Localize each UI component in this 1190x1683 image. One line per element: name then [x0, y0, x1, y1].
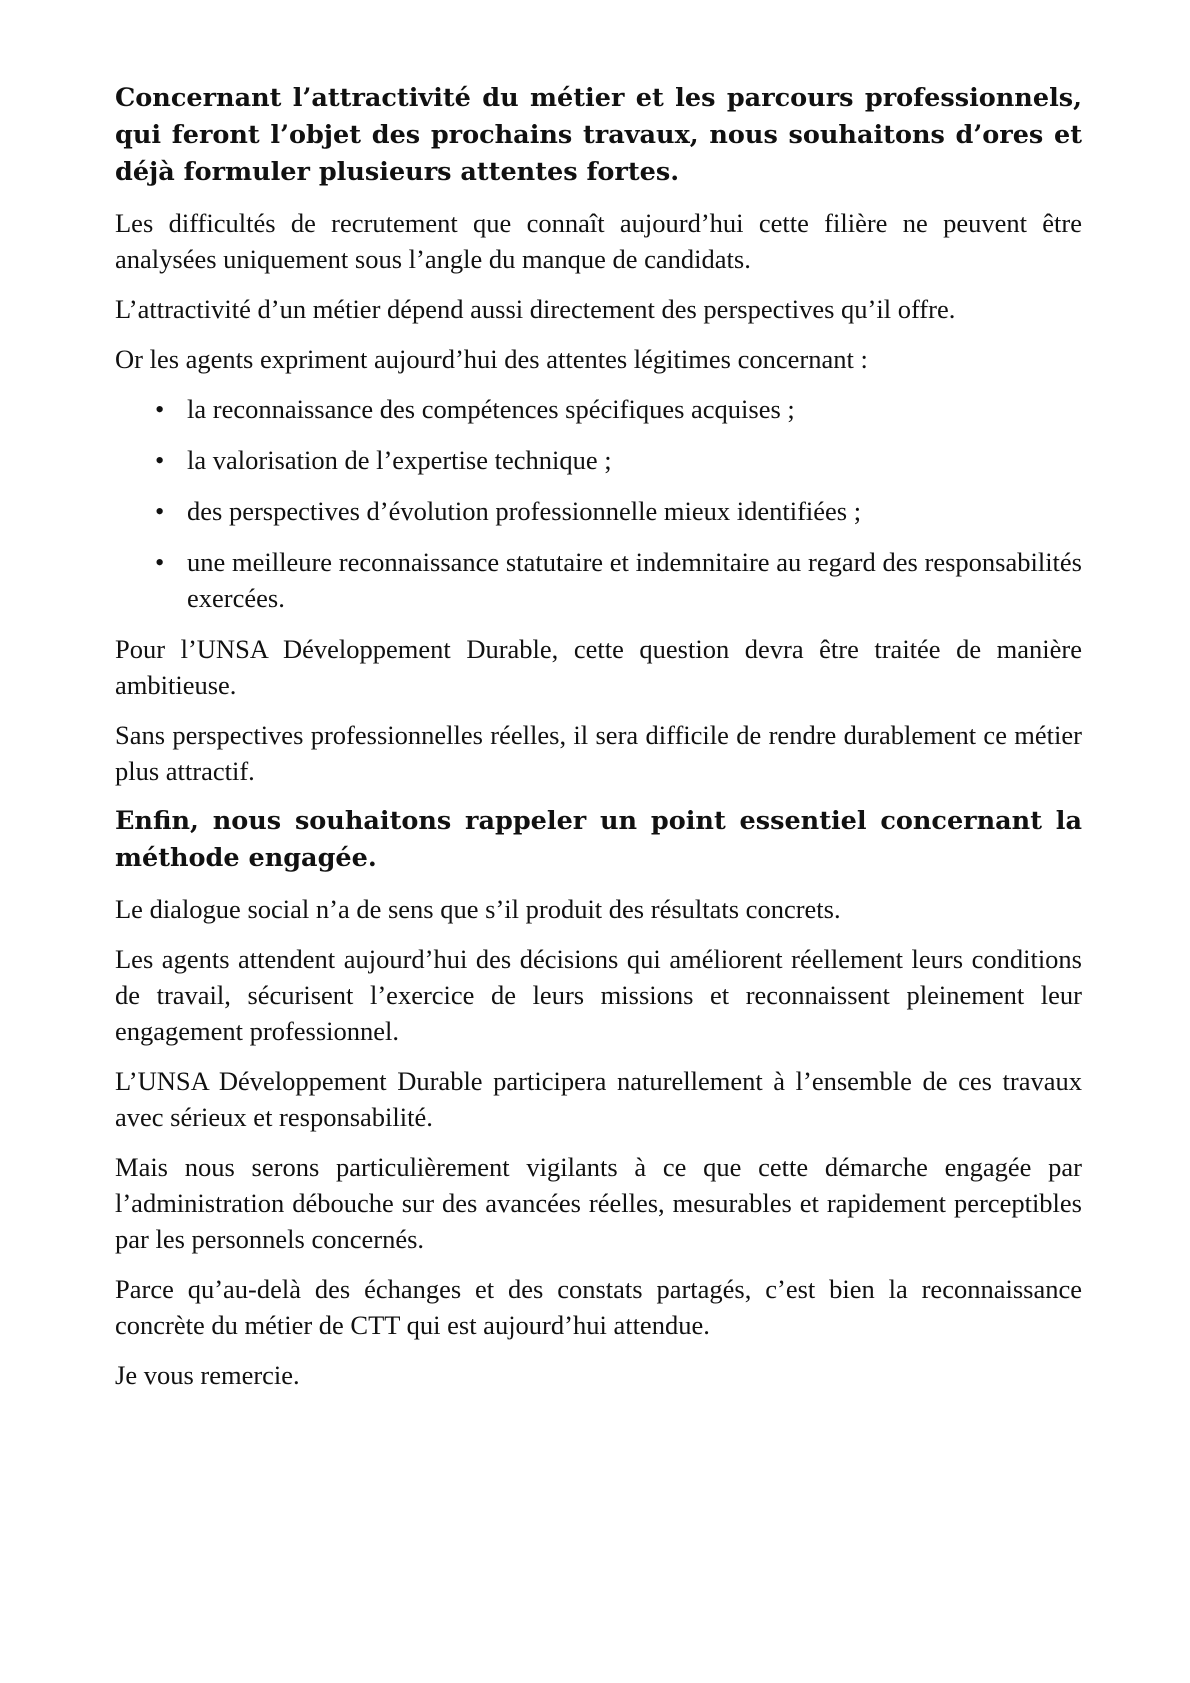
paragraph-unsa-ambition: Pour l’UNSA Développement Durable, cette question devra être traitée de manière ambitieuse. [115, 634, 1082, 700]
list-item [115, 391, 1082, 427]
list-item-text: des perspectives d’évolution professionnelle mieux identifiées ; [187, 496, 862, 526]
paragraph-attractivite: L’attractivité d’un métier dépend aussi directement des perspectives qu’il offre. [115, 294, 956, 324]
list-item [115, 544, 1082, 616]
paragraph-recrutement: Les difficultés de recrutement que connaît aujourd’hui cette filière ne peuvent être analysées uniquement sous l’angle du manque de candidats. [115, 208, 1082, 274]
section-heading-methode: Enfin, nous souhaitons rappeler un point essentiel concernant la méthode engagée. [115, 806, 1082, 873]
bullet-icon: • [155, 394, 165, 424]
bullet-icon: • [155, 547, 165, 577]
list-item [115, 493, 1082, 529]
paragraph-participation: L’UNSA Développement Durable participera naturellement à l’ensemble de ces travaux avec sérieux et responsabilité. [115, 1066, 1082, 1132]
section-heading-attractivite: Concernant l’attractivité du métier et les parcours professionnels, qui feront l’objet des prochains travaux, nous souhaitons d’ores et déjà formuler plusieurs attentes fortes. [115, 83, 1082, 187]
list-item [115, 442, 1082, 478]
bullet-icon: • [155, 445, 165, 475]
bullet-icon: • [155, 496, 165, 526]
paragraph-vigilance: Mais nous serons particulièrement vigilants à ce que cette démarche engagée par l’administration débouche sur des avancées réelles, mesurables et rapidement perceptibles par les personnels concernés. [115, 1152, 1082, 1254]
paragraph-perspectives: Sans perspectives professionnelles réelles, il sera difficile de rendre durablement ce métier plus attractif. [115, 720, 1082, 786]
list-item-text: la valorisation de l’expertise technique ; [187, 445, 612, 475]
list-item-text: la reconnaissance des compétences spécifiques acquises ; [187, 394, 795, 424]
attentes-list [115, 391, 1082, 616]
list-item-text: une meilleure reconnaissance statutaire et indemnitaire au regard des responsabilités exercées. [187, 547, 1082, 613]
document-page [115, 80, 1082, 1407]
paragraph-attentes-intro: Or les agents expriment aujourd’hui des attentes légitimes concernant : [115, 344, 868, 374]
paragraph-reconnaissance: Parce qu’au-delà des échanges et des constats partagés, c’est bien la reconnaissance concrète du métier de CTT qui est aujourd’hui attendue. [115, 1274, 1082, 1340]
paragraph-dialogue-social: Le dialogue social n’a de sens que s’il produit des résultats concrets. [115, 894, 841, 924]
paragraph-decisions: Les agents attendent aujourd’hui des décisions qui améliorent réellement leurs conditions de travail, sécurisent l’exercice de leurs missions et reconnaissent pleinement leur engagement professionnel. [115, 944, 1082, 1046]
closing-line: Je vous remercie. [115, 1360, 300, 1390]
